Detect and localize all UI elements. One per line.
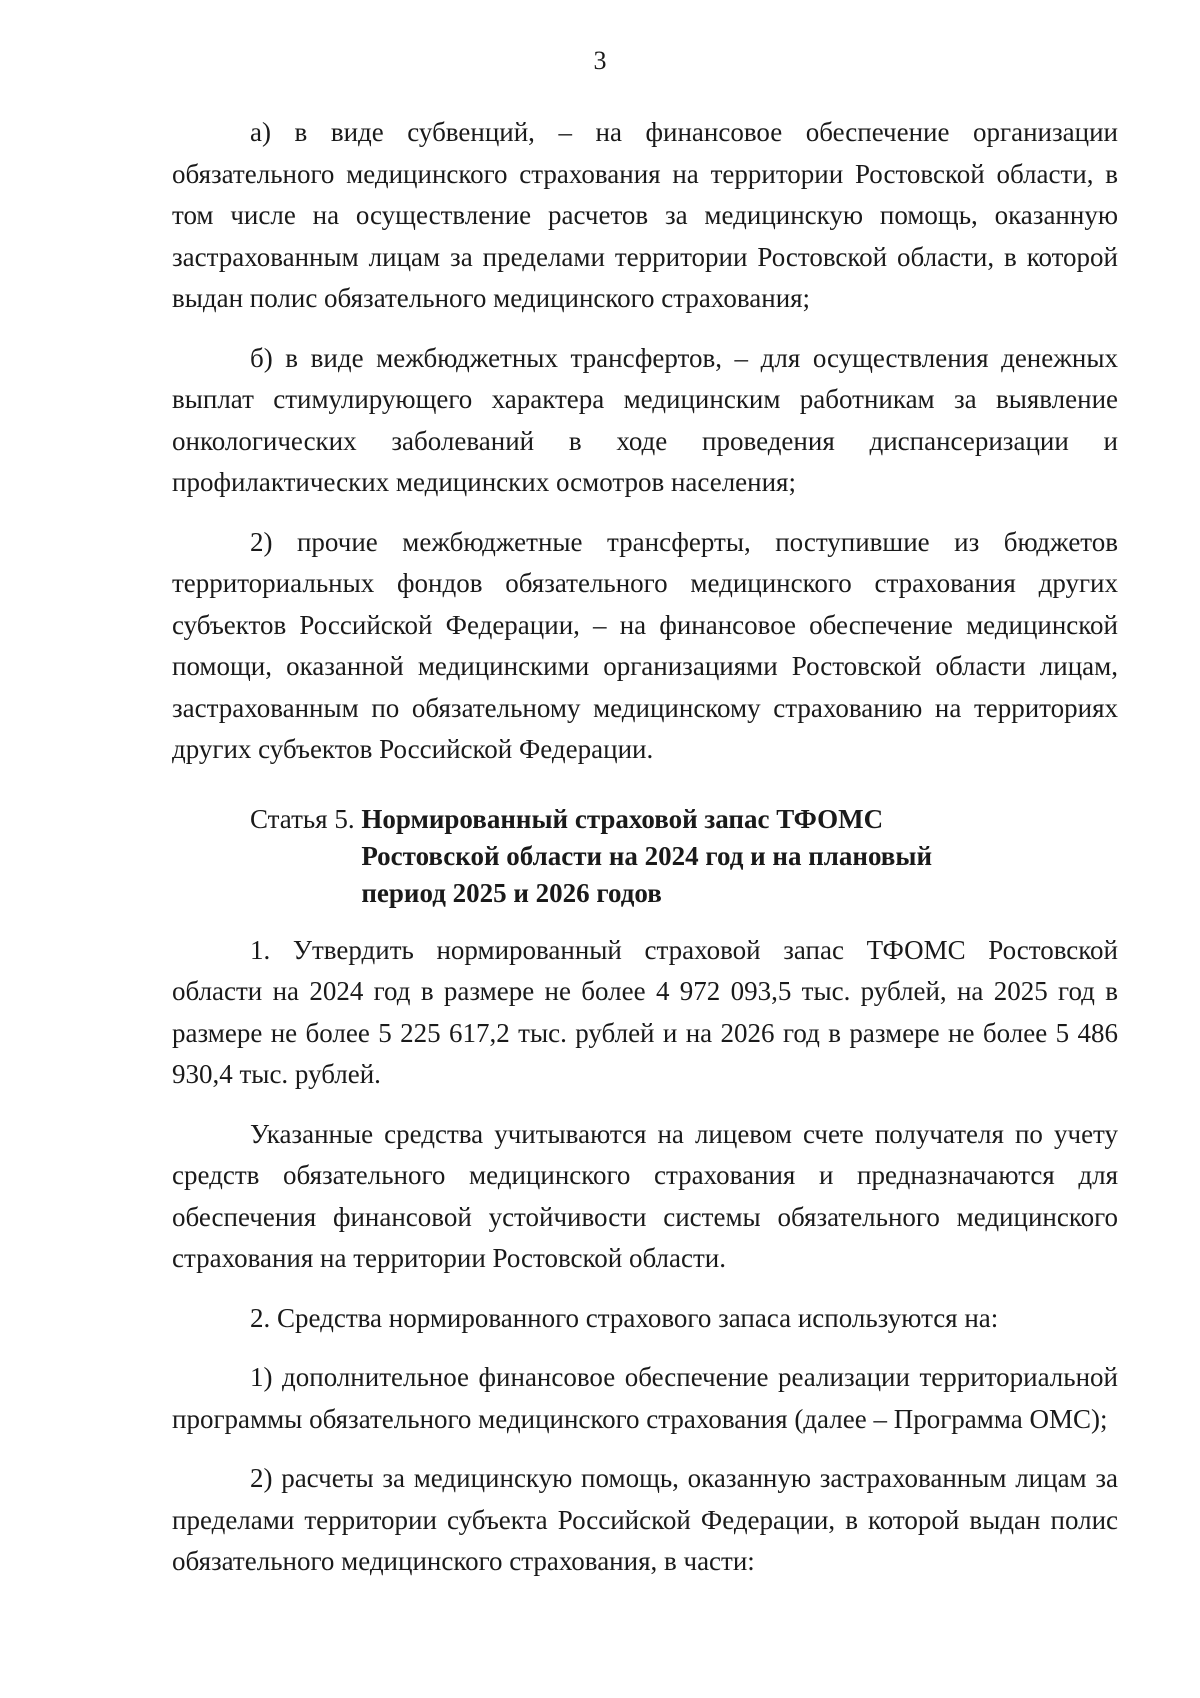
paragraph-additional-financing: 1) дополнительное финансовое обеспечение реализации территориальной программы обязательного медицинского страхования (далее – Программа ОМС); bbox=[172, 1362, 1118, 1434]
paragraph-subventions: а) в виде субвенций, – на финансовое обеспечение организации обязательного медицинского страхования на территории Ростовской области, в том числе на осуществление расчетов за медицинскую помощь, оказанную застрахованным лицам за пределами территории Ростовской области, в которой выдан полис обязательного медицинского страхования; bbox=[172, 117, 1118, 313]
paragraph-reserve-usage: 2. Средства нормированного страхового запаса используются на: bbox=[250, 1302, 999, 1333]
article-label: Статья 5. bbox=[250, 803, 362, 834]
article-title: Нормированный страховой запас ТФОМС Ростовской области на 2024 год и на плановый период 2025 и 2026 годов bbox=[361, 803, 933, 908]
paragraph-approve-reserve: 1. Утвердить нормированный страховой запас ТФОМС Ростовской области на 2024 год в размере не более 4 972 093,5 тыс. рублей, на 2025 год в размере не более 5 225 617,2 тыс. рублей и на 2026 год в размере не более 5 486 930,4 тыс. рублей. bbox=[172, 934, 1118, 1089]
page-number: 3 bbox=[593, 46, 607, 75]
paragraph-settlements: 2) расчеты за медицинскую помощь, оказанную застрахованным лицам за пределами территории субъекта Российской Федерации, в которой выдан полис обязательного медицинского страхования, в части: bbox=[172, 1463, 1118, 1576]
document-body bbox=[172, 112, 1118, 1583]
paragraph-funds-accounting: Указанные средства учитываются на лицевом счете получателя по учету средств обязательного медицинского страхования и предназначаются для обеспечения финансовой устойчивости системы обязательного медицинского страхования на территории Ростовской области. bbox=[172, 1118, 1118, 1273]
paragraph-other-transfers: 2) прочие межбюджетные трансферты, поступившие из бюджетов территориальных фондов обязательного медицинского страхования других субъектов Российской Федерации, – на финансовое обеспечение медицинской помощи, оказанной медицинскими организациями Ростовской области лицам, застрахованным по обязательному медицинскому страхованию на территориях других субъектов Российской Федерации. bbox=[172, 526, 1118, 764]
paragraph-interbudget-transfers: б) в виде межбюджетных трансфертов, – для осуществления денежных выплат стимулирующего характера медицинским работникам за выявление онкологических заболеваний в ходе проведения диспансеризации и профилактических медицинских осмотров населения; bbox=[172, 342, 1118, 497]
article-5-heading bbox=[172, 801, 1118, 912]
